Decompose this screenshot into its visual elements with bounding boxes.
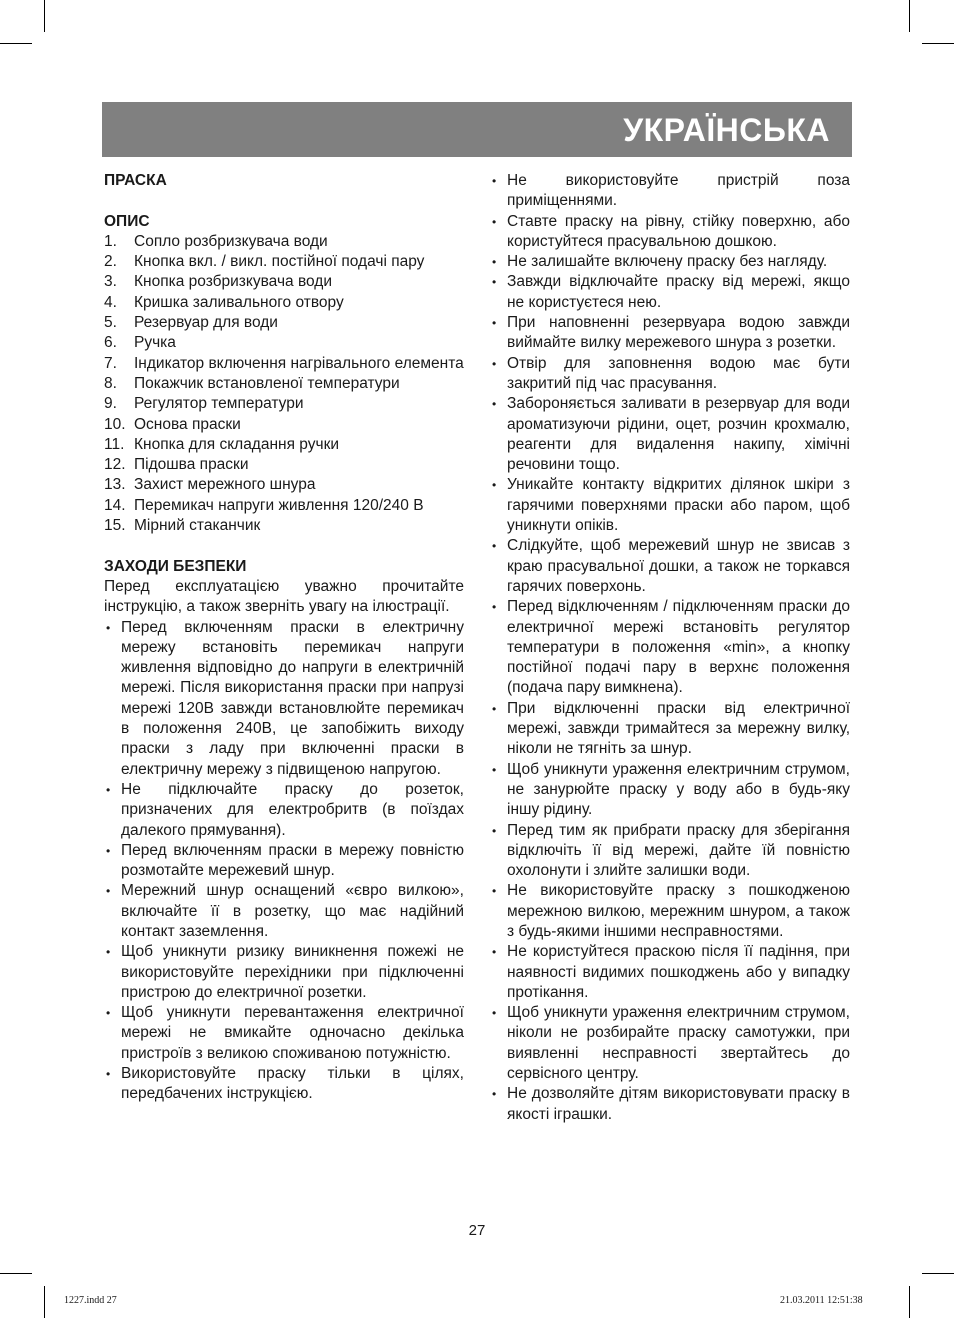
bullet-item: • Завжди відключайте праску від мережі, якщо не користуєтеся нею.: [490, 272, 850, 313]
page-number: 27: [468, 1222, 486, 1239]
crop-mark: [922, 43, 954, 44]
list-item: [104, 313, 464, 333]
list-item-text: Ручка: [134, 334, 176, 352]
list-item: [104, 516, 464, 536]
bullet-item: • Не використовуйте праску з пошкодженою мережною вилкою, мережним шнуром, а також з будь-якими іншими несправностями.: [490, 881, 850, 942]
bullet-item: • Отвір для заповнення водою має бути закритий під час прасування.: [490, 354, 850, 395]
crop-mark: [909, 1286, 910, 1318]
list-item-text: Регулятор температури: [134, 395, 304, 413]
bullet-item: • Щоб уникнути ризику виникнення пожежі не використовуйте перехідники при підключенні пристрою до електричної розетки.: [104, 942, 464, 1003]
list-item: [104, 394, 464, 414]
bullet-item: • Щоб уникнути ураження електричним струмом, не занурюйте праску у воду або в будь-яку іншу рідину.: [490, 760, 850, 821]
right-column: [490, 171, 850, 1125]
bullet-item: • Перед включенням праски в мережу повністю розмотайте мережевий шнур.: [104, 841, 464, 882]
language-title: УКРАЇНСЬКА: [623, 112, 830, 148]
list-item-text: Кнопка для складання ручки: [134, 435, 340, 453]
list-item-number: 5.: [104, 314, 117, 332]
list-item-number: 15.: [104, 517, 126, 535]
list-item-number: 2.: [104, 253, 117, 271]
bullet-item: • Не використовуйте пристрій поза приміщеннями.: [490, 171, 850, 212]
list-item: [104, 252, 464, 272]
crop-mark: [44, 1286, 45, 1318]
list-item-number: 8.: [104, 374, 117, 392]
left-bullet-list: [104, 618, 464, 1105]
language-banner: [102, 102, 852, 157]
crop-mark: [44, 0, 45, 32]
list-item: [104, 333, 464, 353]
list-item-number: 9.: [104, 395, 117, 413]
bullet-item: • Щоб уникнути перевантаження електричної мережі не вмикайте одночасно декілька пристроїв з великою споживаною потужністю.: [104, 1003, 464, 1064]
list-item: [104, 435, 464, 455]
list-item-number: 3.: [104, 273, 117, 291]
list-item-number: 11.: [104, 435, 125, 453]
list-item-text: Захист мережного шнура: [134, 476, 316, 494]
list-item: [104, 272, 464, 292]
list-item: [104, 293, 464, 313]
list-item-number: 14.: [104, 496, 126, 514]
bullet-item: • Не дозволяйте дітям використовувати праску в якості іграшки.: [490, 1084, 850, 1125]
bullet-item: • Ставте праску на рівну, стійку поверхню, або користуйтеся прасувальною дошкою.: [490, 212, 850, 253]
safety-intro: Перед експлуатацією уважно прочитайте інструкцію, а також зверніть увагу на ілюстрації.: [104, 577, 464, 616]
bullet-item: • Використовуйте праску тільки в цілях, передбачених інструкцією.: [104, 1064, 464, 1105]
bullet-item: • При наповненні резервуара водою завжди виймайте вилку мережевого шнура з розетки.: [490, 313, 850, 354]
list-item: [104, 232, 464, 252]
list-item: [104, 374, 464, 394]
list-item-text: Основа праски: [134, 415, 241, 433]
list-item-number: 12.: [104, 456, 126, 474]
bullet-item: • Мережний шнур оснащений «євро вилкою», включайте її в розетку, що має надійний контакт заземлення.: [104, 881, 464, 942]
footer-file: 1227.indd 27: [64, 1295, 117, 1306]
right-bullet-list: [490, 171, 850, 1125]
list-item-number: 6.: [104, 334, 117, 352]
list-item: [104, 455, 464, 475]
list-item-text: Кнопка вкл. / викл. постійної подачі пару: [134, 253, 425, 271]
list-item: [104, 475, 464, 495]
safety-heading: ЗАХОДИ БЕЗПЕКИ: [104, 557, 247, 575]
crop-mark: [909, 0, 910, 32]
description-heading: ОПИС: [104, 212, 150, 230]
left-column: [104, 171, 464, 1105]
list-item-number: 7.: [104, 354, 117, 372]
bullet-item: • При відключенні праски від електричної мережі, завжди тримайтеся за мережну вилку, ніколи не тягніть за шнур.: [490, 699, 850, 760]
bullet-item: • Перед включенням праски в електричну мережу встановіть перемикач напруги живлення відповідно до напруги в електричній мережі. Після використання праски при напрузі мережі 120В завжди встановлюйте перемикач в положення 240В, це запобіжить виходу праски з ладу при включенні праски в електричну мережу з підвищеною напругою.: [104, 618, 464, 780]
bullet-item: • Не користуйтеся праскою після її падіння, при наявності видимих пошкоджень або у випадку протікання.: [490, 942, 850, 1003]
list-item-text: Кришка заливального отвору: [134, 293, 344, 311]
crop-mark: [0, 43, 32, 44]
list-item-text: Мірний стаканчик: [134, 517, 261, 535]
list-item-number: 10.: [104, 415, 126, 433]
list-item-number: 4.: [104, 293, 117, 311]
bullet-item: • Слідкуйте, щоб мережевий шнур не звисав з краю прасувальної дошки, а також не торкався гарячих поверхонь.: [490, 536, 850, 597]
crop-mark: [0, 1273, 32, 1274]
list-item-text: Кнопка розбризкувача води: [134, 273, 333, 291]
bullet-item: • Уникайте контакту відкритих ділянок шкіри з гарячими поверхнями праски або паром, щоб уникнути опіків.: [490, 475, 850, 536]
bullet-item: • Перед тим як прибрати праску для зберігання відключіть її від мережі, дайте їй повністю охолонути і злийте залишки води.: [490, 821, 850, 882]
list-item-text: Індикатор включення нагрівального елемента: [134, 354, 464, 372]
list-item-number: 13.: [104, 476, 126, 494]
footer-datetime: 21.03.2011 12:51:38: [780, 1295, 863, 1306]
list-item-text: Резервуар для води: [134, 314, 278, 332]
list-item-text: Сопло розбризкувача води: [134, 232, 328, 250]
list-item-text: Перемикач напруги живлення 120/240 В: [134, 496, 424, 514]
bullet-item: • Перед відключенням / підключенням праски до електричної мережі встановіть регулятор температури в положення «min», а кнопку постійної подачі пару в верхнє положення (подача пару вимкнена).: [490, 597, 850, 698]
crop-mark: [922, 1273, 954, 1274]
bullet-item: • Забороняється заливати в резервуар для води ароматизуючи рідини, оцет, розчин крохмалю, реагенти для видалення накипу, хімічні речовини тощо.: [490, 394, 850, 475]
parts-list: [104, 232, 464, 536]
list-item: [104, 415, 464, 435]
bullet-item: • Не залишайте включену праску без нагляду.: [490, 252, 850, 272]
product-heading: ПРАСКА: [104, 172, 167, 189]
bullet-item: • Щоб уникнути ураження електричним струмом, ніколи не розбирайте праску самотужки, при виявленні несправності звертайтесь до сервісного центру.: [490, 1003, 850, 1084]
list-item: [104, 496, 464, 516]
list-item-number: 1.: [104, 232, 117, 250]
list-item-text: Підошва праски: [134, 456, 249, 474]
bullet-item: • Не підключайте праску до розеток, призначених для електробритв (в поїздах далекого прямування).: [104, 780, 464, 841]
list-item: [104, 354, 464, 374]
list-item-text: Покажчик встановленої температури: [134, 374, 400, 392]
